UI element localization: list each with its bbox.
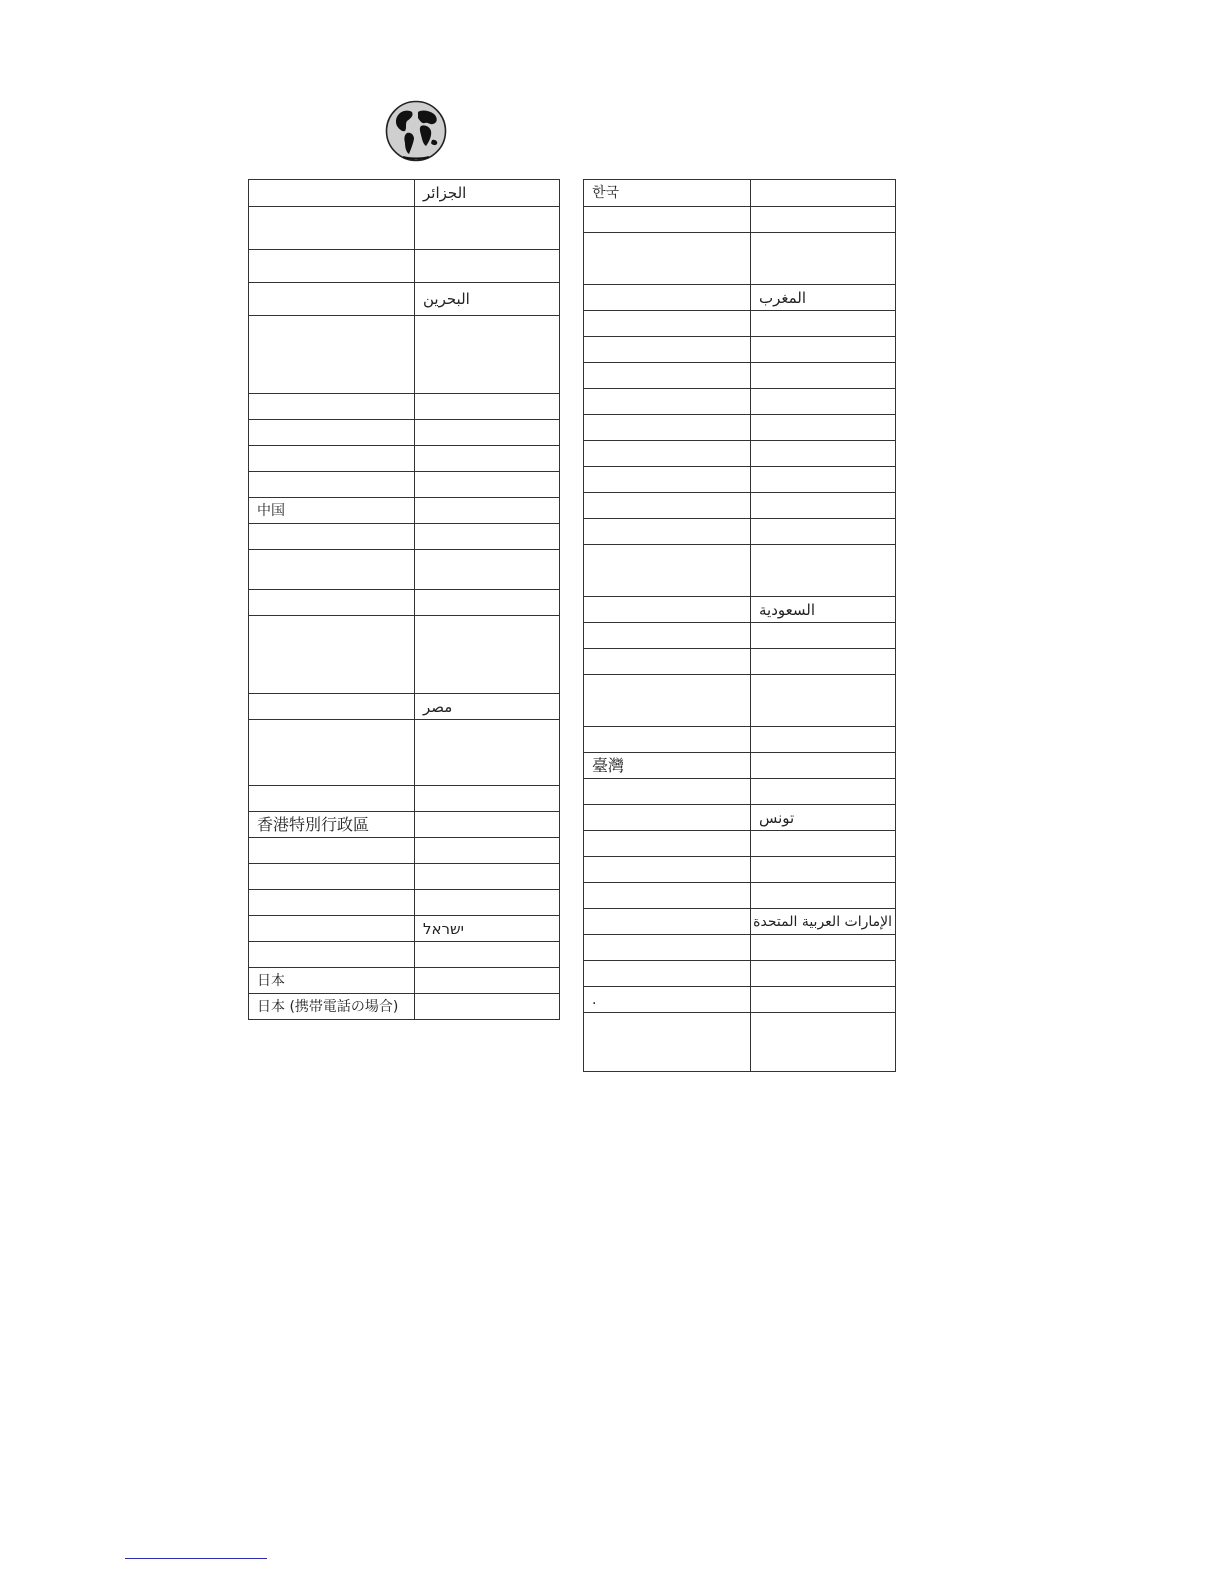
- country-cell: [584, 649, 751, 675]
- local-name-cell: المغرب: [751, 285, 896, 311]
- country-table-left: [248, 179, 560, 1020]
- table-row: [249, 250, 560, 283]
- table-row: [249, 472, 560, 498]
- country-cell: [584, 519, 751, 545]
- country-cell: [249, 394, 415, 420]
- table-row: [584, 389, 896, 415]
- country-cell: [249, 616, 415, 694]
- country-cell: [584, 311, 751, 337]
- table-row: [584, 987, 896, 1013]
- table-row: [584, 727, 896, 753]
- country-cell: [249, 446, 415, 472]
- table-row: [584, 831, 896, 857]
- local-name-cell: [415, 812, 560, 838]
- table-row: [249, 812, 560, 838]
- country-cell: [584, 935, 751, 961]
- table-row: [249, 498, 560, 524]
- table-row: [249, 446, 560, 472]
- local-name-cell: [415, 890, 560, 916]
- local-name-cell: [415, 994, 560, 1020]
- local-name-cell: [415, 590, 560, 616]
- local-name-cell: [751, 363, 896, 389]
- local-name-cell: [415, 720, 560, 786]
- table-row: [584, 467, 896, 493]
- table-row: [249, 283, 560, 316]
- table-row: [249, 968, 560, 994]
- country-cell: [249, 524, 415, 550]
- table-row: [249, 694, 560, 720]
- country-cell: [584, 727, 751, 753]
- local-name-cell: [751, 831, 896, 857]
- local-name-cell: [751, 337, 896, 363]
- local-name-cell: [751, 883, 896, 909]
- table-row: [584, 207, 896, 233]
- table-row: [249, 524, 560, 550]
- table-row: [249, 786, 560, 812]
- table-row: [584, 1013, 896, 1072]
- local-name-cell: [751, 415, 896, 441]
- table-row: [249, 316, 560, 394]
- local-name-cell: [751, 233, 896, 285]
- country-cell: [584, 207, 751, 233]
- table-row: [249, 590, 560, 616]
- local-name-cell: الإمارات العربية المتحدة: [751, 909, 896, 935]
- country-cell: [249, 207, 415, 250]
- local-name-cell: [415, 250, 560, 283]
- local-name-cell: [751, 675, 896, 727]
- country-cell: [584, 363, 751, 389]
- country-cell: [584, 467, 751, 493]
- local-name-cell: [415, 394, 560, 420]
- local-name-cell: [415, 207, 560, 250]
- local-name-cell: [751, 180, 896, 207]
- table-row: [584, 649, 896, 675]
- footer-divider: [125, 1558, 267, 1559]
- table-row: [249, 550, 560, 590]
- local-name-cell: [415, 316, 560, 394]
- country-cell: [584, 337, 751, 363]
- local-name-cell: [415, 420, 560, 446]
- country-cell: [584, 415, 751, 441]
- country-cell: 中国: [249, 498, 415, 524]
- country-cell: [584, 597, 751, 623]
- country-cell: [584, 233, 751, 285]
- local-name-cell: [415, 472, 560, 498]
- table-row: [584, 753, 896, 779]
- local-name-cell: [751, 857, 896, 883]
- local-name-cell: [751, 441, 896, 467]
- table-row: [249, 180, 560, 207]
- table-row: [584, 623, 896, 649]
- local-name-cell: [751, 753, 896, 779]
- country-cell: [249, 720, 415, 786]
- country-cell: [249, 250, 415, 283]
- country-cell: 日本: [249, 968, 415, 994]
- table-row: [249, 864, 560, 890]
- table-row: [249, 394, 560, 420]
- local-name-cell: [751, 649, 896, 675]
- table-row: [584, 675, 896, 727]
- country-cell: 日本 (携帯電話の場合): [249, 994, 415, 1020]
- table-row: [584, 337, 896, 363]
- table-row: [584, 441, 896, 467]
- local-name-cell: [415, 524, 560, 550]
- country-cell: [584, 493, 751, 519]
- country-cell: 香港特別行政區: [249, 812, 415, 838]
- local-name-cell: [751, 311, 896, 337]
- table-row: [584, 597, 896, 623]
- table-row: [584, 883, 896, 909]
- country-cell: [584, 805, 751, 831]
- local-name-cell: [751, 779, 896, 805]
- table-row: [584, 779, 896, 805]
- country-cell: [584, 545, 751, 597]
- table-row: [249, 720, 560, 786]
- local-name-cell: [751, 987, 896, 1013]
- country-cell: [584, 831, 751, 857]
- country-cell: [584, 779, 751, 805]
- local-name-cell: البحرين: [415, 283, 560, 316]
- country-cell: [249, 942, 415, 968]
- table-row: [584, 545, 896, 597]
- table-row: [249, 420, 560, 446]
- local-name-cell: [415, 838, 560, 864]
- table-row: [584, 909, 896, 935]
- local-name-cell: [751, 207, 896, 233]
- globe-icon: [385, 100, 447, 162]
- local-name-cell: [415, 498, 560, 524]
- country-cell: [584, 675, 751, 727]
- table-row: [584, 805, 896, 831]
- local-name-cell: تونس: [751, 805, 896, 831]
- table-row: [249, 890, 560, 916]
- table-row: [249, 838, 560, 864]
- country-cell: [584, 857, 751, 883]
- table-row: [584, 961, 896, 987]
- country-cell: [584, 441, 751, 467]
- table-row: [584, 935, 896, 961]
- country-cell: .: [584, 987, 751, 1013]
- country-cell: [249, 694, 415, 720]
- table-row: [249, 942, 560, 968]
- country-cell: [584, 285, 751, 311]
- local-name-cell: [751, 623, 896, 649]
- local-name-cell: الجزائر: [415, 180, 560, 207]
- local-name-cell: [415, 616, 560, 694]
- local-name-cell: [751, 1013, 896, 1072]
- table-row: [584, 415, 896, 441]
- local-name-cell: [415, 864, 560, 890]
- country-cell: [584, 1013, 751, 1072]
- country-cell: [249, 180, 415, 207]
- country-cell: [249, 590, 415, 616]
- country-cell: [584, 883, 751, 909]
- table-row: [584, 519, 896, 545]
- local-name-cell: [415, 550, 560, 590]
- country-cell: 한국: [584, 180, 751, 207]
- country-cell: 臺灣: [584, 753, 751, 779]
- local-name-cell: مصر: [415, 694, 560, 720]
- local-name-cell: ישראל: [415, 916, 560, 942]
- local-name-cell: [751, 519, 896, 545]
- country-cell: [584, 389, 751, 415]
- country-cell: [249, 838, 415, 864]
- local-name-cell: السعودية: [751, 597, 896, 623]
- country-cell: [249, 283, 415, 316]
- country-table-right: [583, 179, 896, 1072]
- table-row: [584, 180, 896, 207]
- local-name-cell: [751, 467, 896, 493]
- country-cell: [584, 961, 751, 987]
- table-row: [584, 233, 896, 285]
- country-cell: [249, 420, 415, 446]
- table-row: [249, 207, 560, 250]
- table-row: [249, 994, 560, 1020]
- country-cell: [249, 550, 415, 590]
- local-name-cell: [751, 545, 896, 597]
- country-cell: [584, 623, 751, 649]
- table-row: [584, 363, 896, 389]
- table-row: [249, 916, 560, 942]
- local-name-cell: [415, 446, 560, 472]
- country-cell: [249, 316, 415, 394]
- local-name-cell: [415, 968, 560, 994]
- local-name-cell: [415, 942, 560, 968]
- country-cell: [249, 786, 415, 812]
- country-cell: [249, 472, 415, 498]
- local-name-cell: [751, 493, 896, 519]
- country-cell: [249, 916, 415, 942]
- table-row: [249, 616, 560, 694]
- local-name-cell: [751, 935, 896, 961]
- local-name-cell: [751, 389, 896, 415]
- local-name-cell: [415, 786, 560, 812]
- local-name-cell: [751, 961, 896, 987]
- country-cell: [584, 909, 751, 935]
- table-row: [584, 857, 896, 883]
- country-cell: [249, 864, 415, 890]
- local-name-cell: [751, 727, 896, 753]
- table-row: [584, 493, 896, 519]
- country-cell: [249, 890, 415, 916]
- table-row: [584, 285, 896, 311]
- table-row: [584, 311, 896, 337]
